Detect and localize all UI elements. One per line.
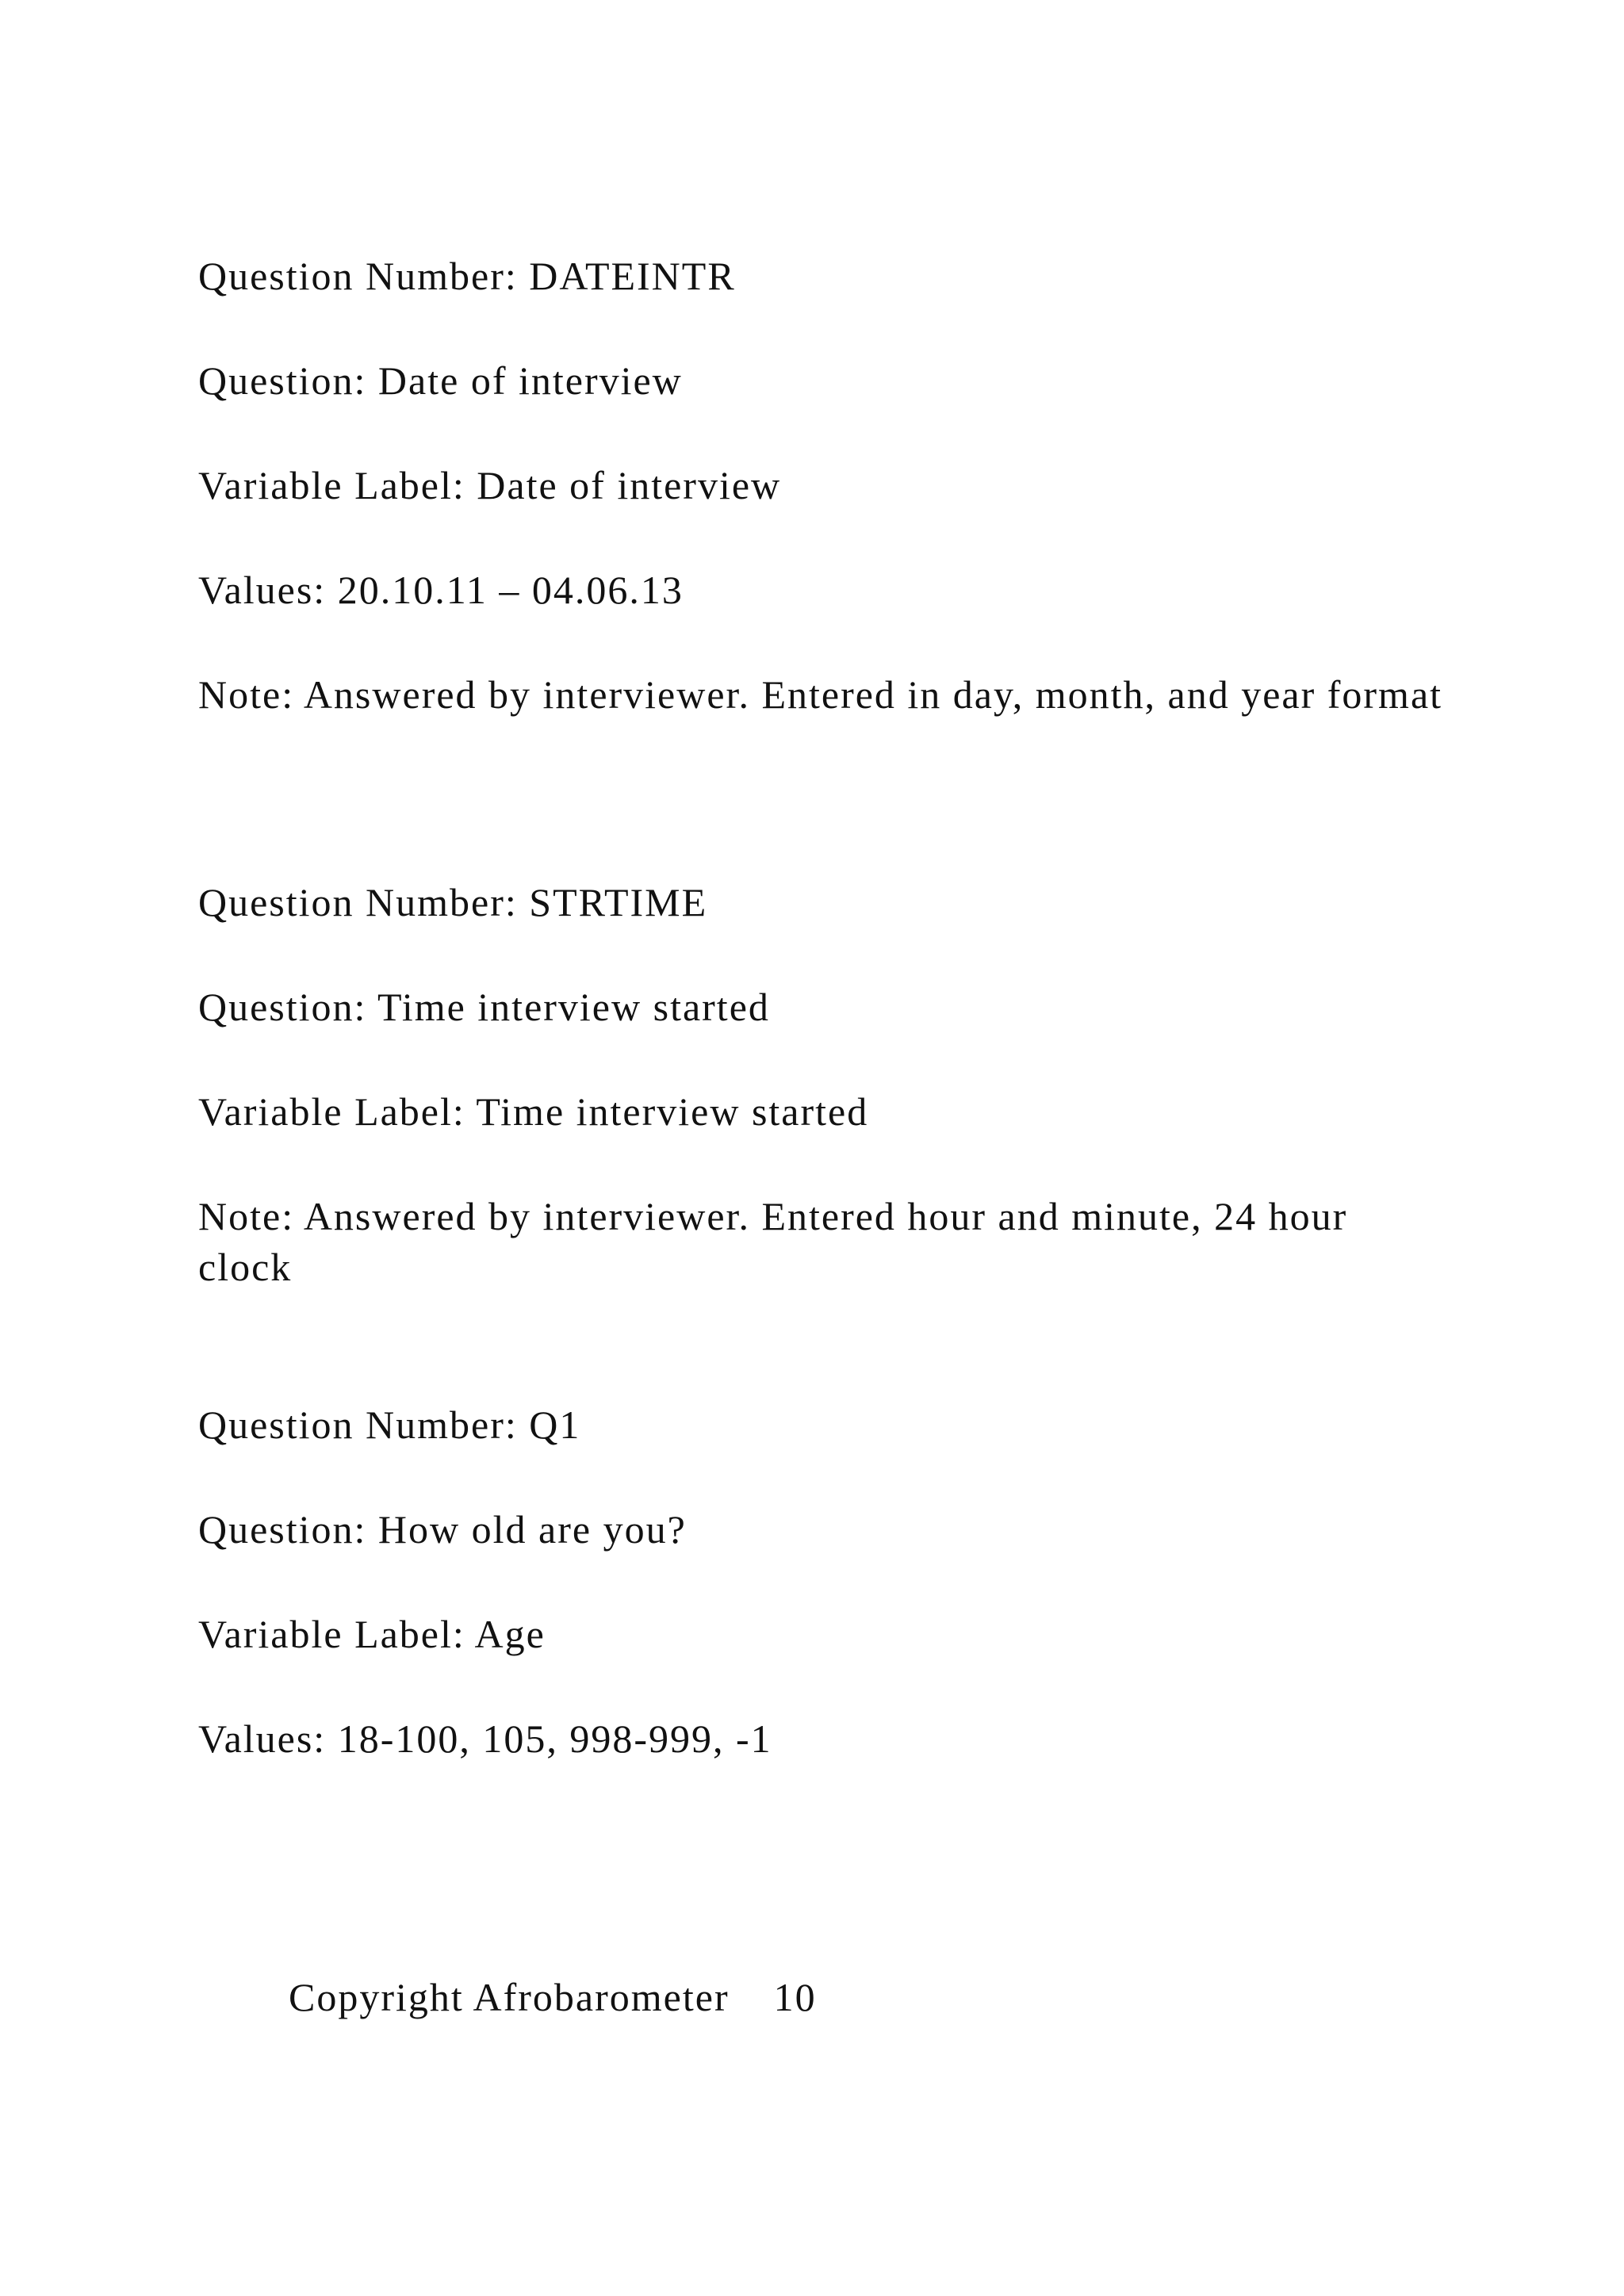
- note-text: Note: Answered by interviewer. Entered in day, month, and year format: [198, 672, 1443, 717]
- question-number: Question Number: DATEINTR: [198, 254, 736, 298]
- page-number: 10: [773, 1975, 817, 2019]
- question-text: Question: Date of interview: [198, 358, 683, 403]
- question-number: Question Number: Q1: [198, 1402, 581, 1447]
- note-text: Note: Answered by interviewer. Entered hour and minute, 24 hour clock: [198, 1194, 1348, 1289]
- variable-label: Variable Label: Age: [198, 1612, 546, 1656]
- values-text: Values: 18-100, 105, 998-999, -1: [198, 1716, 772, 1761]
- copyright-text: Copyright Afrobarometer: [289, 1975, 730, 2019]
- variable-label: Variable Label: Time interview started: [198, 1089, 869, 1134]
- page-footer: [289, 1972, 817, 2022]
- question-text: Question: Time interview started: [198, 985, 770, 1029]
- values-text: Values: 20.10.11 – 04.06.13: [198, 568, 684, 612]
- question-number: Question Number: STRTIME: [198, 880, 708, 924]
- variable-label: Variable Label: Date of interview: [198, 463, 782, 507]
- question-text: Question: How old are you?: [198, 1507, 687, 1552]
